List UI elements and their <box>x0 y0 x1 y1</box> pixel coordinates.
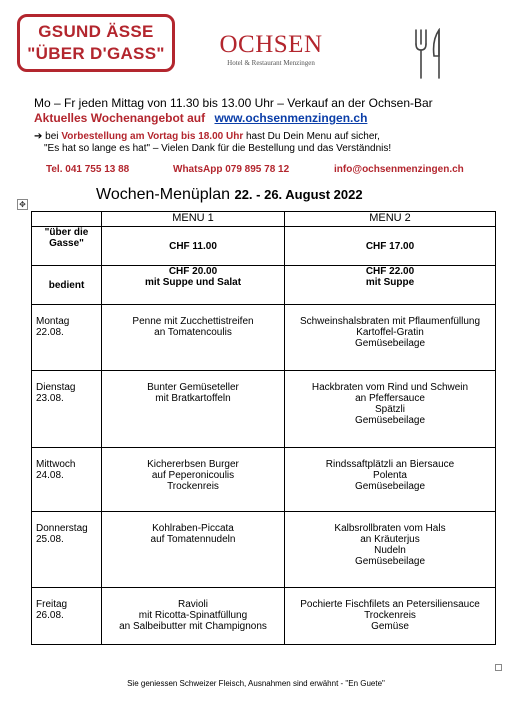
day-date: 23.08. <box>36 393 64 404</box>
dish-line: Kohlraben-Piccata <box>152 523 234 534</box>
day-name: Freitag <box>36 599 68 610</box>
preorder-prefix: bei <box>45 131 59 142</box>
row-label <box>32 227 102 266</box>
dish-menu-1 <box>102 305 285 371</box>
dish-line: an Tomatencoulis <box>154 327 232 338</box>
dish-menu-1 <box>102 371 285 448</box>
dish-line: Penne mit Zucchettistreifen <box>132 316 254 327</box>
price-line: mit Suppe <box>365 277 415 288</box>
dish-line: an Salbeibutter mit Champignons <box>119 621 267 632</box>
opening-hours: Mo – Fr jeden Mittag von 11.30 bis 13.00 Uhr – Verkauf an der Ochsen-Bar <box>34 96 433 110</box>
header-cell-empty <box>32 212 102 227</box>
day-cell <box>32 512 102 588</box>
dish-menu-1 <box>102 448 285 512</box>
table-header-row <box>32 212 496 227</box>
dish-line: Kartoffel-Gratin <box>356 327 424 338</box>
logo-name: OCHSEN <box>219 31 323 58</box>
table-row <box>32 588 496 645</box>
weekly-offer-label: Aktuelles Wochenangebot auf <box>34 111 206 125</box>
contact-email: info@ochsenmenzingen.ch <box>334 164 464 175</box>
preorder-note: "Es hat so lange es hat" – Vielen Dank für die Bestellung und das Verständnis! <box>44 143 392 154</box>
dish-line: Gemüsebeilage <box>354 415 426 426</box>
table-row <box>32 448 496 512</box>
dish-line: Gemüsebeilage <box>354 338 426 349</box>
dish-menu-2 <box>285 305 496 371</box>
dish-line: Gemüse <box>371 621 409 632</box>
table-row <box>32 371 496 448</box>
day-name: Mittwoch <box>36 459 76 470</box>
dish-line: Gemüsebeilage <box>354 481 426 492</box>
dish-line: mit Bratkartoffeln <box>155 393 231 404</box>
day-cell <box>32 371 102 448</box>
preorder-highlight: Vorbestellung am Vortag bis 18.00 Uhr <box>61 131 244 142</box>
table-row <box>32 266 496 305</box>
dish-line: an Kräuterjus <box>360 534 420 545</box>
dish-line: an Pfeffersauce <box>355 393 425 404</box>
dish-menu-2 <box>285 588 496 645</box>
price-menu-2: CHF 17.00 <box>285 227 496 266</box>
dish-line: Gemüsebeilage <box>354 556 426 567</box>
day-cell <box>32 448 102 512</box>
move-icon[interactable]: ✥ <box>17 199 28 210</box>
resize-handle-icon[interactable] <box>495 664 502 671</box>
day-name: Dienstag <box>36 382 76 393</box>
day-cell <box>32 588 102 645</box>
day-cell <box>32 305 102 371</box>
dish-menu-2 <box>285 448 496 512</box>
price-menu-1 <box>102 266 285 305</box>
row-label: bedient <box>32 266 102 305</box>
contact-whatsapp: WhatsApp 079 895 78 12 <box>173 164 290 175</box>
dish-menu-2 <box>285 512 496 588</box>
price-menu-1: CHF 11.00 <box>102 227 285 266</box>
menu-table <box>31 211 496 645</box>
title-text: Wochen-Menüplan <box>96 186 231 203</box>
preorder-suffix: hast Du Dein Menu auf sicher, <box>246 131 380 142</box>
table-row <box>32 512 496 588</box>
table-row <box>32 305 496 371</box>
dish-line: Hackbraten vom Rind und Schwein <box>311 382 469 393</box>
price-menu-2 <box>285 266 496 305</box>
website-link[interactable]: www.ochsenmenzingen.ch <box>214 111 368 125</box>
dish-menu-2 <box>285 371 496 448</box>
dish-line: auf Tomatennudeln <box>150 534 236 545</box>
price-line: mit Suppe und Salat <box>144 277 242 288</box>
page-title <box>96 186 363 204</box>
row-label-line: "über die <box>44 227 89 238</box>
dish-line: Nudeln <box>374 545 406 556</box>
row-label-line: Gasse" <box>49 238 84 249</box>
dish-line: Polenta <box>373 470 407 481</box>
header-menu-2: MENU 2 <box>285 212 496 227</box>
day-date: 26.08. <box>36 610 64 621</box>
dish-line: auf Peperonicoulis <box>151 470 235 481</box>
dish-line: mit Ricotta-Spinatfüllung <box>138 610 248 621</box>
stamp-line-1: GSUND ÄSSE <box>38 22 154 41</box>
day-name: Montag <box>36 316 70 327</box>
arrow-icon: ➔ <box>34 131 43 142</box>
footer-note: Sie geniessen Schweizer Fleisch, Ausnahmen sind erwähnt - "En Guete" <box>127 679 385 688</box>
dish-line: Kichererbsen Burger <box>147 459 239 470</box>
logo-subtitle: Hotel & Restaurant Menzingen <box>227 59 315 67</box>
weekly-offer-line <box>34 111 367 125</box>
dish-line: Ravioli <box>177 599 208 610</box>
dish-line: Trockenreis <box>167 481 219 492</box>
dish-line: Trockenreis <box>364 610 416 621</box>
stamp-line-2: "ÜBER D'GASS" <box>27 44 165 63</box>
preorder-line <box>34 131 380 142</box>
stamp-logo <box>17 14 175 72</box>
dish-line: Pochierte Fischfilets an Petersiliensauce <box>300 599 480 610</box>
dish-menu-1 <box>102 588 285 645</box>
day-name: Donnerstag <box>36 523 88 534</box>
title-dates: 22. - 26. August 2022 <box>234 187 363 202</box>
price-line: CHF 22.00 <box>365 266 415 277</box>
contact-phone: Tel. 041 755 13 88 <box>46 164 130 175</box>
fork-knife-icon <box>412 28 446 80</box>
dish-line: Spätzli <box>374 404 405 415</box>
ochsen-logo <box>210 32 332 67</box>
dish-line: Schweinshalsbraten mit Pflaumenfüllung <box>299 316 481 327</box>
day-date: 22.08. <box>36 327 64 338</box>
day-date: 24.08. <box>36 470 64 481</box>
dish-line: Kalbsrollbraten vom Hals <box>334 523 446 534</box>
dish-menu-1 <box>102 512 285 588</box>
day-date: 25.08. <box>36 534 64 545</box>
dish-line: Rindssaftplätzli an Biersauce <box>325 459 455 470</box>
dish-line: Bunter Gemüseteller <box>147 382 239 393</box>
table-row <box>32 227 496 266</box>
header-menu-1: MENU 1 <box>102 212 285 227</box>
price-line: CHF 20.00 <box>168 266 218 277</box>
